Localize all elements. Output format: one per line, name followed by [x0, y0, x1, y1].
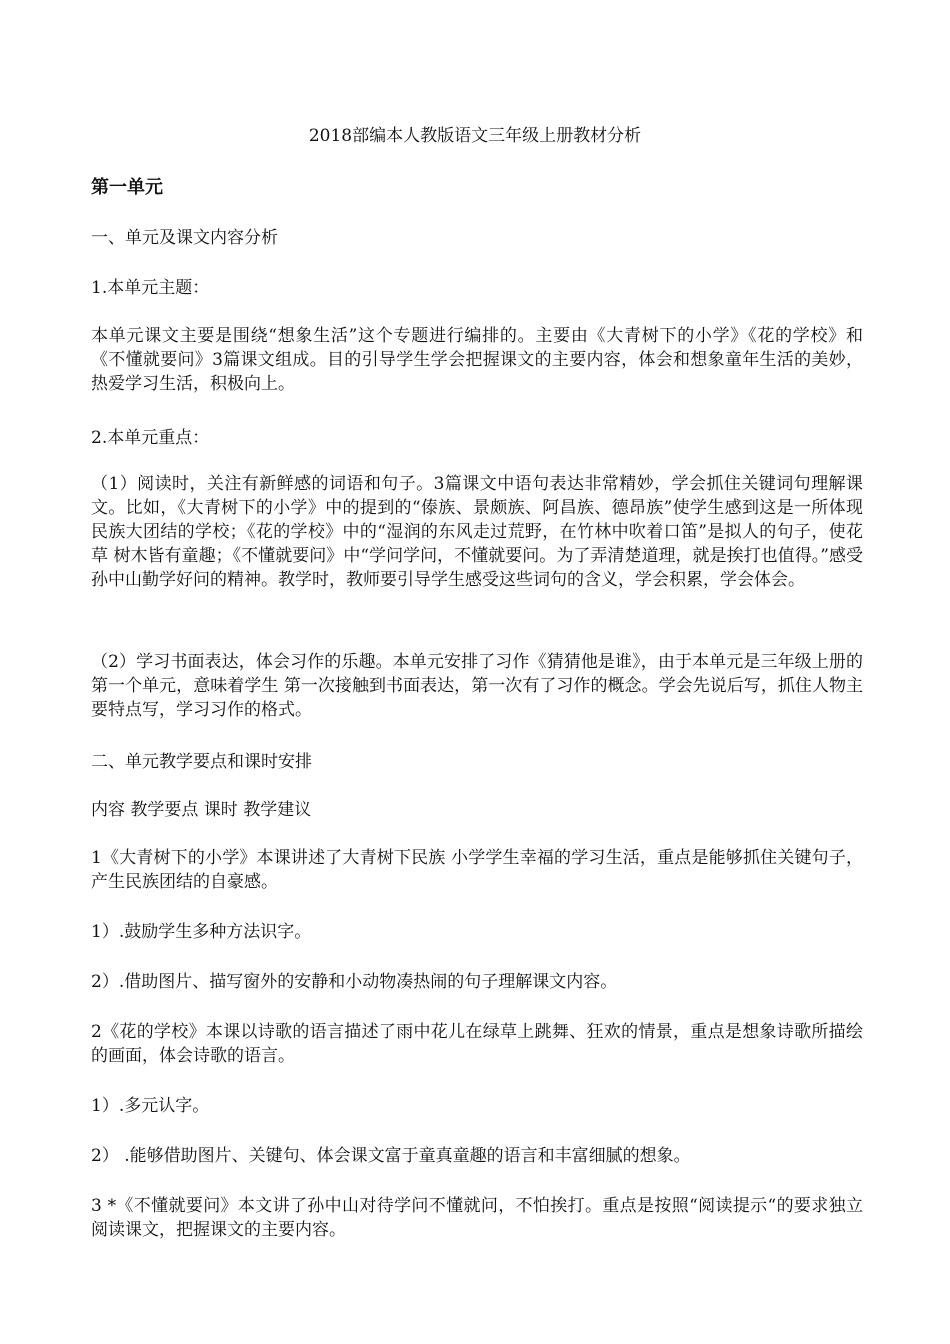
- section-heading-2: 二、单元教学要点和课时安排: [91, 752, 312, 772]
- document-title: 2018部编本人教版语文三年级上册教材分析: [308, 126, 642, 146]
- theme-heading: 1.本单元主题：: [91, 278, 210, 298]
- lesson-1-paragraph: 1《大青树下的小学》本课讲述了大青树下民族 小学学生幸福的学习生活，重点是能够抓住关键句子，产生民族团结的自豪感。: [91, 848, 863, 892]
- lesson-2-item-1: 1）.多元认字。: [91, 1096, 210, 1116]
- section-heading-1: 一、单元及课文内容分析: [91, 228, 278, 248]
- lesson-3-paragraph: 3 *《不懂就要问》本文讲了孙中山对待学问不懂就问，不怕挨打。重点是按照“阅读提示“的要求独立阅读课文，把握课文的主要内容。: [91, 1196, 863, 1240]
- lesson-2-item-2: 2） .能够借助图片、关键句、体会课文富于童真童趣的语言和丰富细腻的想象。: [91, 1146, 691, 1166]
- lesson-1-item-2: 2）.借助图片、描写窗外的安静和小动物凑热闹的句子理解课文内容。: [91, 972, 618, 992]
- theme-paragraph: 本单元课文主要是围绕“想象生活”这个专题进行编排的。主要由《大青树下的小学》《花的学校》和《不懂就要问》3篇课文组成。目的引导学生学会把握课文的主要内容，体会和想象童年生活的美妙，热爱学习生活，积极向上。: [91, 326, 863, 394]
- lesson-1-item-1: 1）.鼓励学生多种方法识字。: [91, 922, 312, 942]
- unit-heading: 第一单元: [91, 177, 163, 198]
- key-point-2-paragraph: （2）学习书面表达，体会习作的乐趣。本单元安排了习作《猜猜他是谁》，由于本单元是三年级上册的第一个单元，意味着学生 第一次接触到书面表达，第一次有了习作的概念。学会先说后写，抓住人物主要特点写，学习习作的格式。: [91, 652, 863, 720]
- lesson-2-paragraph: 2《花的学校》本课以诗歌的语言描述了雨中花儿在绿草上跳舞、狂欢的情景，重点是想象诗歌所描绘的画面，体会诗歌的语言。: [91, 1022, 863, 1066]
- table-header-line: 内容 教学要点 课时 教学建议: [91, 800, 312, 820]
- key-point-1-paragraph: （1）阅读时，关注有新鲜感的词语和句子。3篇课文中语句表达非常精妙，学会抓住关键词句理解课文。比如，《大青树下的小学》中的提到的“傣族、景颇族、阿昌族、德昂族”使学生感到这是一所体现民族大团结的学校；《花的学校》中的“湿润的东风走过荒野，在竹林中吹着口笛”是拟人的句子，使花草 树木皆有童趣；《不懂就要问》中“学问学问，不懂就要问。为了弄清楚道理，就是挨打也值得。”感受孙中山勤学好问的精神。教学时，教师要引导学生感受这些词句的含义，学会积累，学会体会。: [91, 474, 863, 590]
- key-points-heading: 2.本单元重点：: [91, 428, 210, 448]
